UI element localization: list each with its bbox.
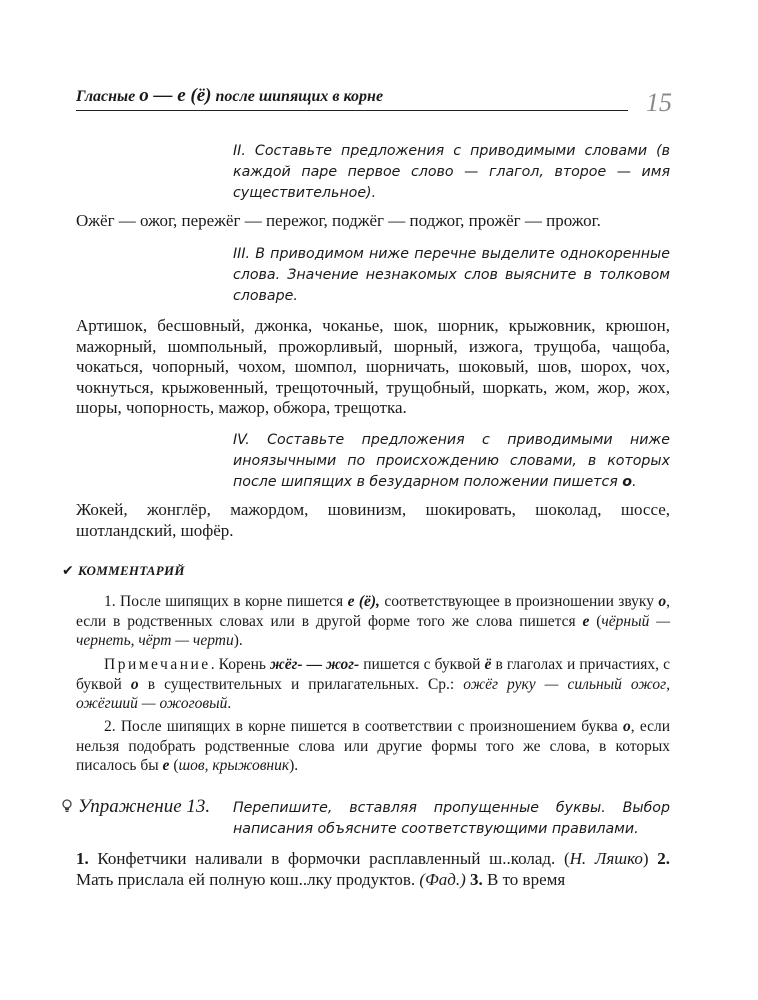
title-dash: — bbox=[148, 85, 178, 106]
text: ожёг руку — сильный ожог, ожёгший — ожоговый bbox=[76, 675, 671, 712]
task-3-words: Артишок, бесшовный, джонка, чоканье, шок, шорник, крыжовник, крюшон, мажорный, шомпольный, прожорливый, шорный, изжога, трущоба, чащоба, чокаться, чопорный, чохом, шомпол, шорничать, шоковый, шов, шорох, чох, чокнуться, крыжовенный, трещоточный, трущобный, шоркать, жом, жор, жох, шоры, чопорность, мажор, обжора, трещотка. bbox=[76, 316, 670, 417]
text: о bbox=[658, 593, 667, 610]
comment-heading bbox=[62, 563, 185, 579]
exercise-label-text: Упражнение 13. bbox=[78, 796, 211, 817]
text: в глаголах и причастиях, с буквой bbox=[76, 656, 671, 693]
title-letter-e: е (ё) bbox=[177, 85, 212, 106]
exercise-sentences bbox=[76, 849, 670, 890]
text: жёг- — жог- bbox=[270, 656, 360, 673]
text: шов, крыжовник bbox=[178, 757, 290, 774]
text: 1. После шипящих в корне пишется bbox=[104, 593, 348, 610]
exercise-instruction: Перепишите, вставляя пропущенные буквы. Выбор написания объясните соответствующими правилами. bbox=[233, 800, 670, 837]
author: Н. Ляшко bbox=[569, 849, 643, 868]
checkmark-icon: ✔ bbox=[62, 563, 75, 579]
text: о bbox=[623, 718, 631, 735]
task-4-instruction bbox=[233, 430, 670, 493]
title-part: после шипящих в корне bbox=[211, 88, 384, 105]
task-4-text: IV. Составьте предложения с приводимыми ниже иноязычными по происхождению словами, в которых после шипящих в безударном положении пишется bbox=[233, 432, 670, 490]
sentence: Мать прислала ей полную кош..лку продуктов. bbox=[76, 869, 420, 889]
title-part: Гласные bbox=[76, 88, 140, 105]
text: . bbox=[227, 695, 232, 712]
task-4-letter: о bbox=[622, 474, 633, 490]
text: е (ё), bbox=[347, 593, 380, 610]
header-rule bbox=[76, 110, 628, 111]
task-2-instruction: II. Составьте предложения с приводимыми словами (в каждой паре первое слово — глагол, второе — имя существительное). bbox=[233, 143, 670, 201]
task-4-end: . bbox=[632, 474, 637, 490]
text: ). bbox=[233, 632, 243, 649]
text: соответствующее в произношении звуку bbox=[379, 593, 659, 610]
comment-note bbox=[76, 655, 670, 714]
note-label: Примечание bbox=[104, 656, 211, 673]
task-3-instruction: III. В приводимом ниже перечне выделите однокоренные слова. Значение незнакомых слов выясните в толковом словаре. bbox=[233, 246, 670, 304]
sentence-number: 1. bbox=[76, 849, 89, 868]
text: 2. После шипящих в корне пишется в соответствии с произношением буква bbox=[104, 718, 623, 735]
text: е bbox=[582, 612, 590, 630]
text: , если нельзя подобрать родственные слова или другие формы того же слова, в которых писалось бы bbox=[76, 718, 670, 774]
text: , если в родственных словах или в другой форме того же слова пишется bbox=[76, 593, 670, 630]
text: ). bbox=[289, 757, 299, 774]
page-number: 15 bbox=[646, 88, 672, 117]
running-header bbox=[76, 86, 628, 110]
sentence: В то время bbox=[482, 869, 566, 889]
text: . Корень bbox=[210, 656, 270, 673]
chapter-title bbox=[76, 86, 383, 107]
text: чёрный — чернеть, чёрт — черти bbox=[76, 612, 670, 649]
comment-heading-text: КОММЕНТАРИЙ bbox=[78, 563, 185, 578]
lightbulb-icon bbox=[62, 799, 72, 813]
text: е bbox=[162, 757, 170, 774]
text: в существительных и прилагательных. Ср.: bbox=[138, 675, 464, 693]
sentence-number: 2. bbox=[648, 849, 671, 868]
title-letter-o: о bbox=[139, 85, 149, 106]
text: ё bbox=[484, 656, 492, 673]
sentence: Конфетчики наливали в формочки расплавленный ш..колад. ( bbox=[88, 849, 570, 868]
text: о bbox=[130, 675, 139, 693]
author: (Фад.) bbox=[419, 869, 466, 889]
sentence-number: 3. bbox=[465, 869, 483, 889]
exercise-label bbox=[62, 796, 210, 818]
text: ( bbox=[169, 757, 179, 774]
task-2-words: Ожёг — ожог, пережёг — пережог, поджёг — поджог, прожёг — прожог. bbox=[76, 211, 601, 230]
comment-rule-2 bbox=[76, 717, 670, 776]
text: ( bbox=[589, 612, 602, 630]
text: ) bbox=[642, 849, 649, 868]
comment-rule-1 bbox=[76, 592, 670, 651]
task-4-words: Жокей, жонглёр, мажордом, шовинизм, шокировать, шоколад, шоссе, шотландский, шофёр. bbox=[76, 500, 670, 540]
text: пишется с буквой bbox=[359, 656, 485, 673]
